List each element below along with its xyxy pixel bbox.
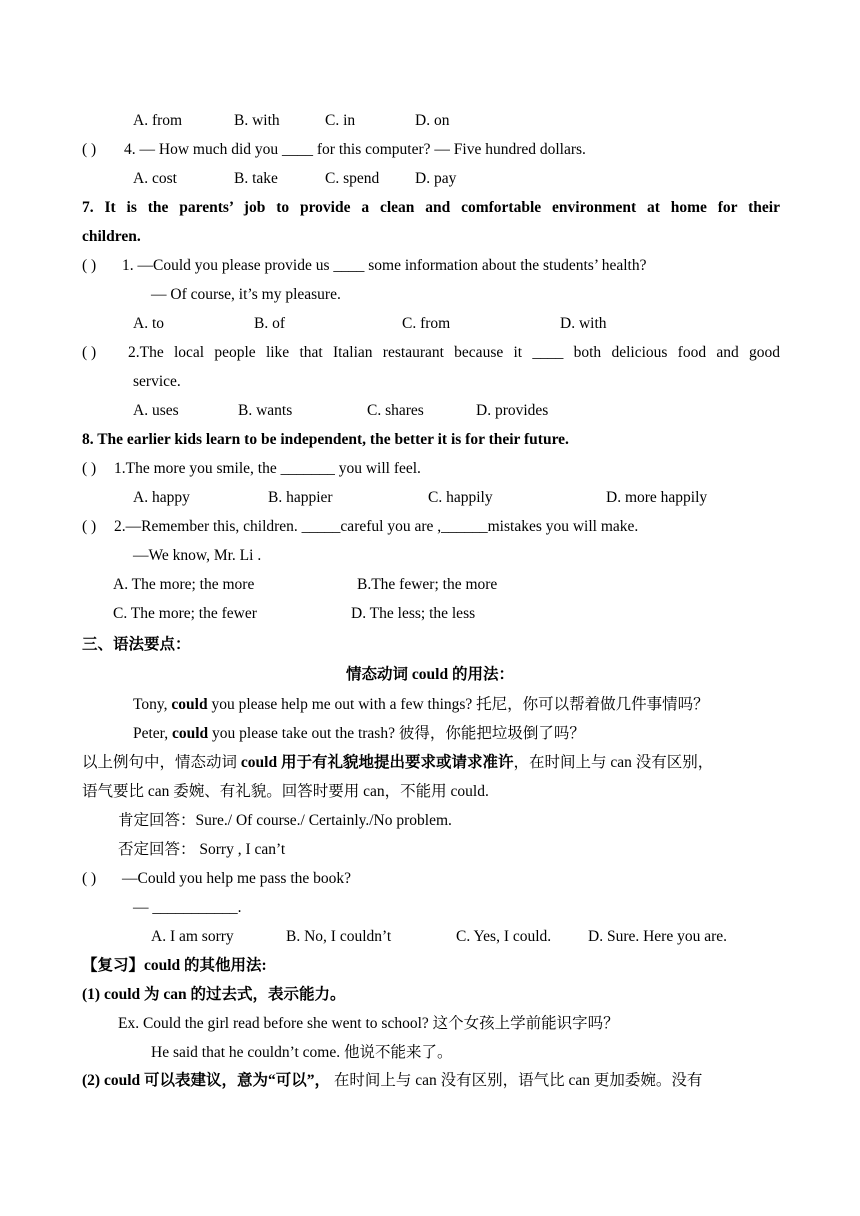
explanation-text: 以上例句中，情态动词 could 用于有礼貌地提出要求或请求准许，在时间上与 can 没有区别，: [82, 754, 714, 771]
dialog-reply: —We know, Mr. Li .: [133, 547, 262, 564]
option-d: D. Sure. Here you are.: [588, 928, 728, 945]
example-sentence: Ex. Could the girl read before she went to school? 这个女孩上学前能识字吗？: [118, 1015, 619, 1032]
option-b: B. take: [234, 170, 278, 187]
option-a: A. uses: [133, 402, 179, 419]
grammar-title: 情态动词 could 的用法：: [346, 666, 514, 683]
section-heading: 8. The earlier kids learn to be independent, the better it is for their future.: [82, 431, 569, 448]
option-d: D. pay: [415, 170, 457, 187]
option-a: A. to: [133, 315, 164, 332]
option-a: A. I am sorry: [151, 928, 234, 945]
option-d: D. provides: [476, 402, 549, 419]
option-c: C. from: [402, 315, 451, 332]
option-d: D. The less; the less: [351, 605, 476, 622]
option-d: D. on: [415, 112, 450, 129]
question-stem: 1. —Could you please provide us ____ some information about the students’ health?: [122, 257, 647, 274]
option-a: A. The more; the more: [113, 576, 255, 593]
option-b: B. of: [254, 315, 285, 332]
answer-bracket: ( ): [82, 870, 97, 887]
option-d: D. more happily: [606, 489, 708, 506]
option-c: C. Yes, I could.: [456, 928, 552, 945]
question-stem: —Could you help me pass the book?: [122, 870, 352, 887]
negative-answer: 否定回答： Sorry , I can’t: [118, 841, 286, 858]
question-stem: 4. — How much did you ____ for this computer? — Five hundred dollars.: [124, 141, 586, 158]
option-b: B. happier: [268, 489, 333, 506]
answer-bracket: ( ): [82, 141, 97, 158]
answer-bracket: ( ): [82, 344, 97, 361]
example-sentence: Tony, could you please help me out with a few things? 托尼，你可以帮着做几件事情吗？: [133, 696, 709, 713]
review-point: (1) could 为 can 的过去式，表示能力。: [82, 986, 346, 1003]
example-sentence: Peter, could you please take out the trash? 彼得，你能把垃圾倒了吗？: [133, 725, 585, 742]
option-c: C. happily: [428, 489, 493, 506]
option-d: D. with: [560, 315, 607, 332]
option-b: B.The fewer; the more: [357, 576, 498, 593]
section-heading-cont: children.: [82, 228, 141, 245]
option-c: C. spend: [325, 170, 380, 187]
section-heading: 三、语法要点：: [82, 636, 191, 653]
option-b: B. with: [234, 112, 280, 129]
question-stem: 2.The local people like that Italian restaurant because it ____ both delicious food and good: [128, 344, 780, 361]
answer-bracket: ( ): [82, 460, 97, 477]
positive-answer: 肯定回答：Sure./ Of course./ Certainly./No problem.: [118, 812, 452, 829]
option-c: C. in: [325, 112, 356, 129]
option-c: C. The more; the fewer: [113, 605, 257, 622]
review-heading: 【复习】could 的其他用法:: [82, 957, 267, 974]
option-a: A. happy: [133, 489, 190, 506]
option-c: C. shares: [367, 402, 424, 419]
dialog-reply: — Of course, it’s my pleasure.: [151, 286, 341, 303]
question-stem: 2.—Remember this, children. _____careful you are ,______mistakes you will make.: [114, 518, 639, 535]
option-b: B. No, I couldn’t: [286, 928, 392, 945]
answer-bracket: ( ): [82, 257, 97, 274]
section-heading: 7. It is the parents’ job to provide a clean and comfortable environment at home for their: [82, 199, 780, 216]
option-a: A. cost: [133, 170, 177, 187]
explanation-text-cont: 语气要比 can 委婉、有礼貌。回答时要用 can，不能用 could.: [82, 783, 489, 800]
question-stem-cont: service.: [133, 373, 181, 390]
option-a: A. from: [133, 112, 183, 129]
option-b: B. wants: [238, 402, 293, 419]
question-stem: 1.The more you smile, the _______ you will feel.: [114, 460, 421, 477]
answer-bracket: ( ): [82, 518, 97, 535]
answer-blank: — ___________.: [133, 899, 242, 916]
example-sentence: He said that he couldn’t come. 他说不能来了。: [151, 1044, 453, 1061]
review-point: (2) could 可以表建议，意为“可以”， 在时间上与 can 没有区别，语气比 can 更加委婉。没有: [82, 1072, 703, 1089]
